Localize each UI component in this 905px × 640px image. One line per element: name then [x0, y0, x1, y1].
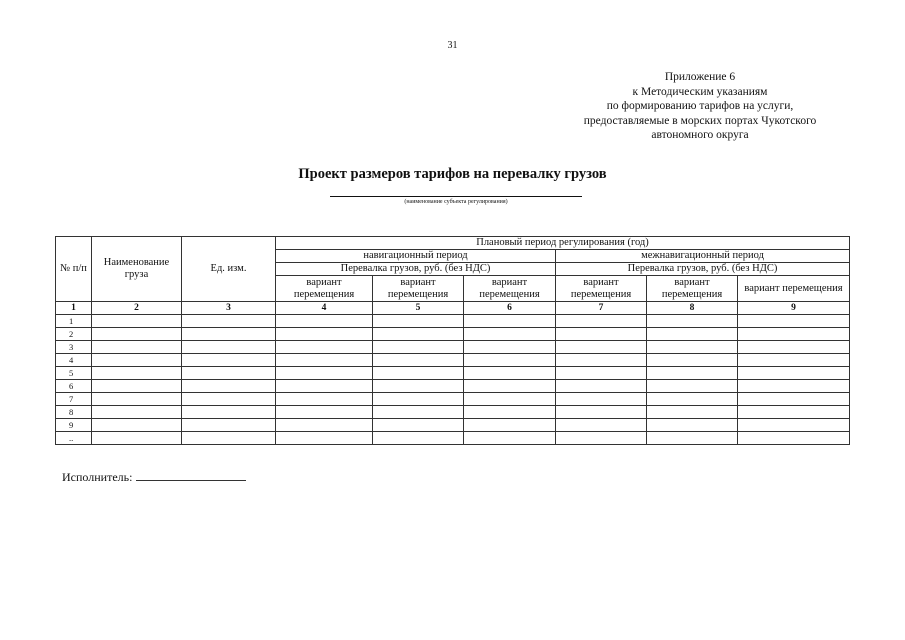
- header-variant: вариант перемещения: [464, 276, 556, 302]
- column-index: 6: [464, 302, 556, 315]
- table-cell[interactable]: [92, 406, 182, 419]
- header-unit: Ед. изм.: [182, 237, 276, 302]
- table-cell[interactable]: [182, 393, 276, 406]
- table-cell[interactable]: [276, 432, 373, 445]
- table-cell[interactable]: [182, 328, 276, 341]
- subject-name-caption: (наименование субъекта регулирования): [404, 199, 508, 205]
- column-index: 3: [182, 302, 276, 315]
- header-cargo-name: Наименование груза: [92, 237, 182, 302]
- tariff-table: [55, 236, 850, 445]
- table-cell[interactable]: [92, 419, 182, 432]
- table-cell[interactable]: [738, 393, 850, 406]
- table-cell[interactable]: [464, 328, 556, 341]
- table-cell[interactable]: [276, 419, 373, 432]
- table-cell[interactable]: [92, 432, 182, 445]
- executor-signature: [62, 469, 246, 485]
- table-cell[interactable]: [182, 419, 276, 432]
- row-number: 1: [56, 315, 92, 328]
- table-cell[interactable]: [647, 419, 738, 432]
- table-cell[interactable]: [738, 406, 850, 419]
- row-number: 8: [56, 406, 92, 419]
- subject-name-line: [330, 196, 582, 197]
- header-inter-navigation-period: межнавигационный период: [556, 250, 850, 263]
- table-cell[interactable]: [92, 354, 182, 367]
- table-cell[interactable]: [276, 393, 373, 406]
- table-cell[interactable]: [373, 341, 464, 354]
- table-cell[interactable]: [92, 315, 182, 328]
- header-transshipment-nav: Перевалка грузов, руб. (без НДС): [276, 263, 556, 276]
- column-index: 2: [92, 302, 182, 315]
- table-body: [56, 315, 850, 445]
- table-cell[interactable]: [182, 380, 276, 393]
- table-cell[interactable]: [464, 432, 556, 445]
- table-cell[interactable]: [647, 367, 738, 380]
- table-cell[interactable]: [276, 380, 373, 393]
- table-row: [56, 419, 850, 432]
- table-cell[interactable]: [464, 367, 556, 380]
- table-cell[interactable]: [92, 367, 182, 380]
- table-cell[interactable]: [647, 380, 738, 393]
- table-cell[interactable]: [276, 315, 373, 328]
- appendix-line: по формированию тарифов на услуги,: [606, 100, 794, 112]
- table-cell[interactable]: [182, 367, 276, 380]
- document-title: Проект размеров тарифов на перевалку грузов: [298, 166, 607, 182]
- table-cell[interactable]: [182, 341, 276, 354]
- appendix-line: Приложение 6: [664, 71, 736, 83]
- table-row: [56, 367, 850, 380]
- table-cell[interactable]: [373, 419, 464, 432]
- table-cell[interactable]: [556, 419, 647, 432]
- table-cell[interactable]: [738, 367, 850, 380]
- table-cell[interactable]: [556, 367, 647, 380]
- table-cell[interactable]: [738, 354, 850, 367]
- table-cell[interactable]: [373, 367, 464, 380]
- table-row: [56, 341, 850, 354]
- table-cell[interactable]: [464, 341, 556, 354]
- row-number: 2: [56, 328, 92, 341]
- header-variant: вариант перемещения: [556, 276, 647, 302]
- table-row: [56, 315, 850, 328]
- header-variant: вариант перемещения: [738, 276, 850, 302]
- table-cell[interactable]: [738, 315, 850, 328]
- row-number: ..: [56, 432, 92, 445]
- column-index: 9: [738, 302, 850, 315]
- table-cell[interactable]: [182, 354, 276, 367]
- row-number: 4: [56, 354, 92, 367]
- table-cell[interactable]: [373, 432, 464, 445]
- header-planned-period: Плановый период регулирования (год): [276, 237, 850, 250]
- table-cell[interactable]: [647, 354, 738, 367]
- table-cell[interactable]: [92, 341, 182, 354]
- row-number: 9: [56, 419, 92, 432]
- row-number: 7: [56, 393, 92, 406]
- executor-signature-line[interactable]: [136, 469, 246, 481]
- table-cell[interactable]: [647, 406, 738, 419]
- table-cell[interactable]: [647, 393, 738, 406]
- table-cell[interactable]: [738, 419, 850, 432]
- table-row: [56, 393, 850, 406]
- appendix-line: предоставляемые в морских портах Чукотского: [583, 114, 817, 127]
- table-cell[interactable]: [556, 341, 647, 354]
- table-cell[interactable]: [556, 354, 647, 367]
- table-cell[interactable]: [276, 341, 373, 354]
- executor-label: Исполнитель:: [62, 470, 133, 484]
- table-cell[interactable]: [647, 341, 738, 354]
- table-row: [56, 432, 850, 445]
- row-number: 3: [56, 341, 92, 354]
- table-cell[interactable]: [373, 393, 464, 406]
- table-cell[interactable]: [556, 393, 647, 406]
- table-cell[interactable]: [647, 432, 738, 445]
- table-cell[interactable]: [556, 315, 647, 328]
- table-cell[interactable]: [556, 406, 647, 419]
- table-cell[interactable]: [373, 328, 464, 341]
- row-number: 6: [56, 380, 92, 393]
- table-row: [56, 354, 850, 367]
- table-cell[interactable]: [276, 354, 373, 367]
- column-index: 5: [373, 302, 464, 315]
- table-cell[interactable]: [464, 406, 556, 419]
- table-cell[interactable]: [373, 380, 464, 393]
- table-cell[interactable]: [464, 419, 556, 432]
- table-cell[interactable]: [373, 354, 464, 367]
- table-row: [56, 406, 850, 419]
- table-cell[interactable]: [182, 315, 276, 328]
- appendix-note: [560, 70, 840, 143]
- table-cell[interactable]: [556, 328, 647, 341]
- table-cell[interactable]: [464, 380, 556, 393]
- table-cell[interactable]: [556, 380, 647, 393]
- column-index: 1: [56, 302, 92, 315]
- table-cell[interactable]: [276, 328, 373, 341]
- table-cell[interactable]: [647, 315, 738, 328]
- table-cell[interactable]: [92, 328, 182, 341]
- table-cell[interactable]: [738, 380, 850, 393]
- column-index: 7: [556, 302, 647, 315]
- row-number: 5: [56, 367, 92, 380]
- table-cell[interactable]: [738, 328, 850, 341]
- table-cell[interactable]: [276, 367, 373, 380]
- header-number: № п/п: [56, 237, 92, 302]
- appendix-line: автономного округа: [651, 129, 749, 141]
- table-cell[interactable]: [182, 406, 276, 419]
- header-transshipment-inter: Перевалка грузов, руб. (без НДС): [556, 263, 850, 276]
- header-navigation-period: навигационный период: [276, 250, 556, 263]
- table-cell[interactable]: [738, 341, 850, 354]
- column-index: 4: [276, 302, 373, 315]
- table-cell[interactable]: [92, 393, 182, 406]
- header-variant: вариант перемещения: [647, 276, 738, 302]
- column-index-row: [56, 302, 850, 315]
- table-cell[interactable]: [464, 354, 556, 367]
- table-cell[interactable]: [464, 393, 556, 406]
- table-cell[interactable]: [182, 432, 276, 445]
- table-cell[interactable]: [647, 328, 738, 341]
- table-cell[interactable]: [464, 315, 556, 328]
- table-row: [56, 380, 850, 393]
- table-cell[interactable]: [373, 406, 464, 419]
- table-cell[interactable]: [373, 315, 464, 328]
- header-variant: вариант перемещения: [373, 276, 464, 302]
- appendix-line: к Методическим указаниям: [632, 85, 768, 98]
- table-row: [56, 328, 850, 341]
- column-index: 8: [647, 302, 738, 315]
- table-cell[interactable]: [738, 432, 850, 445]
- page-number: 31: [447, 40, 458, 51]
- table-cell[interactable]: [92, 380, 182, 393]
- table-cell[interactable]: [556, 432, 647, 445]
- header-variant: вариант перемещения: [276, 276, 373, 302]
- table-cell[interactable]: [276, 406, 373, 419]
